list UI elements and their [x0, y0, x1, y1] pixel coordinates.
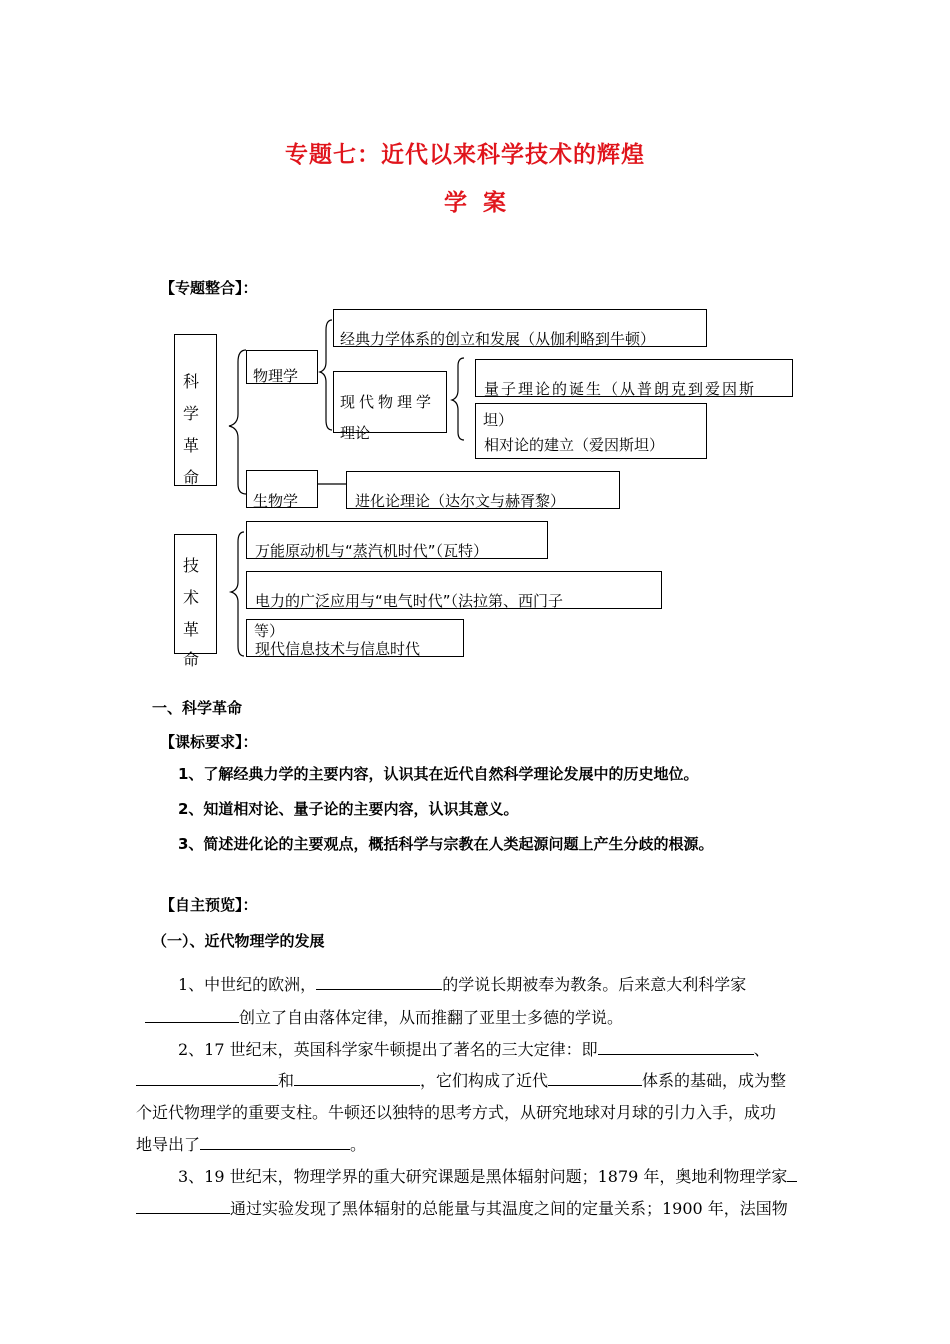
question-text: 创立了自由落体定律，从而推翻了亚里士多德的学说。 — [239, 1008, 624, 1027]
question-3-line-2 — [136, 1196, 788, 1219]
classical-mechanics-label: 经典力学体系的创立和发展（从伽利略到牛顿） — [340, 330, 656, 348]
answer-blank[interactable] — [136, 1199, 230, 1214]
electric-age-label-2: 等） — [254, 622, 285, 640]
electric-age-box — [246, 571, 662, 609]
evolution-label: 进化论理论（达尔文与赫胥黎） — [355, 492, 566, 510]
question-text: 和 — [278, 1071, 295, 1090]
question-text: 、 — [753, 1040, 770, 1059]
question-text: 3、19 世纪末，物理学界的重大研究课题是黑体辐射问题；1879 年，奥地利物理学家 — [178, 1167, 788, 1186]
information-age-box — [246, 619, 464, 657]
question-2-line-1 — [178, 1037, 770, 1060]
question-text: 体系的基础，成为整 — [642, 1071, 787, 1090]
electric-age-label: 电力的广泛应用与“电气时代”（法拉第、西门子 — [255, 592, 564, 610]
modern-physics-brace — [450, 356, 466, 446]
standards-heading: 【课标要求】： — [160, 733, 258, 751]
page-title: 专题七：近代以来科学技术的辉煌 — [285, 142, 645, 168]
preview-heading: 【自主预览】： — [160, 896, 258, 914]
biology-box — [246, 470, 318, 508]
section-heading: 一、科学革命 — [152, 699, 243, 717]
answer-blank[interactable] — [294, 1071, 420, 1086]
question-text: ，它们构成了近代 — [420, 1071, 549, 1090]
biology-label: 生物学 — [253, 492, 299, 510]
question-2-line-2 — [136, 1068, 786, 1091]
technology-brace — [228, 530, 246, 660]
question-text: 2、17 世纪末，英国科学家牛顿提出了著名的三大定律：即 — [178, 1040, 598, 1059]
sub-heading: （一）、近代物理学的发展 — [152, 932, 325, 950]
quantum-theory-label-2: 坦） — [483, 411, 514, 429]
question-3-line-1 — [178, 1164, 797, 1187]
physics-label: 物理学 — [253, 367, 299, 385]
standard-item: 2、知道相对论、量子论的主要内容，认识其意义。 — [178, 800, 519, 818]
information-age-label: 现代信息技术与信息时代 — [255, 640, 421, 658]
page-subtitle: 学 案 — [444, 190, 511, 216]
quantum-theory-box — [475, 359, 793, 397]
steam-engine-box — [246, 521, 548, 559]
question-text: 通过实验发现了黑体辐射的总能量与其温度之间的定量关系；1900 年，法国物 — [230, 1199, 788, 1218]
question-1-line-2 — [145, 1005, 623, 1028]
science-label-char: 命 — [183, 468, 200, 487]
quantum-theory-label: 量子理论的诞生（从普朗克到爱因斯 — [484, 380, 757, 398]
technology-label-char: 革 — [183, 620, 200, 639]
science-label-char: 科 — [183, 372, 200, 391]
answer-blank[interactable] — [598, 1040, 754, 1055]
biology-connector — [318, 482, 348, 486]
relativity-box — [475, 403, 707, 459]
answer-blank[interactable] — [316, 975, 442, 990]
answer-blank[interactable] — [787, 1167, 797, 1182]
standard-item: 1、了解经典力学的主要内容，认识其在近代自然科学理论发展中的历史地位。 — [178, 765, 699, 783]
modern-physics-label-2: 理论 — [340, 424, 371, 442]
technology-label-char: 命 — [183, 650, 200, 669]
physics-box — [246, 350, 318, 384]
physics-brace — [318, 318, 334, 434]
technology-label-char: 技 — [183, 556, 200, 575]
science-label-char: 革 — [183, 436, 200, 455]
question-1-line-1 — [178, 972, 746, 995]
question-2-line-4 — [136, 1132, 366, 1155]
modern-physics-label: 现代物理学 — [340, 393, 436, 411]
steam-engine-label: 万能原动机与“蒸汽机时代”（瓦特） — [255, 542, 489, 560]
modern-physics-box — [333, 371, 447, 442]
answer-blank[interactable] — [548, 1071, 642, 1086]
answer-blank[interactable] — [145, 1008, 239, 1023]
question-2-line-3: 个近代物理学的重要支柱。牛顿还以独特的思考方式，从研究地球对月球的引力入手，成功 — [136, 1103, 777, 1122]
evolution-box — [346, 471, 620, 509]
integration-heading: 【专题整合】： — [160, 279, 258, 297]
technology-revolution-box — [174, 534, 217, 669]
answer-blank[interactable] — [136, 1071, 278, 1086]
question-text: 1、中世纪的欧洲， — [178, 975, 317, 994]
science-brace — [226, 348, 248, 498]
question-text: 的学说长期被奉为教条。后来意大利科学家 — [442, 975, 747, 994]
answer-blank[interactable] — [200, 1135, 350, 1150]
technology-label-char: 术 — [183, 588, 200, 607]
standard-item: 3、简述进化论的主要观点，概括科学与宗教在人类起源问题上产生分歧的根源。 — [178, 835, 714, 853]
relativity-label: 相对论的建立（爱因斯坦） — [484, 436, 665, 454]
science-revolution-box — [174, 334, 217, 486]
question-text: 地导出了 — [136, 1135, 201, 1154]
science-label-char: 学 — [183, 404, 200, 423]
question-text: 。 — [350, 1135, 367, 1154]
classical-mechanics-box — [333, 309, 707, 347]
